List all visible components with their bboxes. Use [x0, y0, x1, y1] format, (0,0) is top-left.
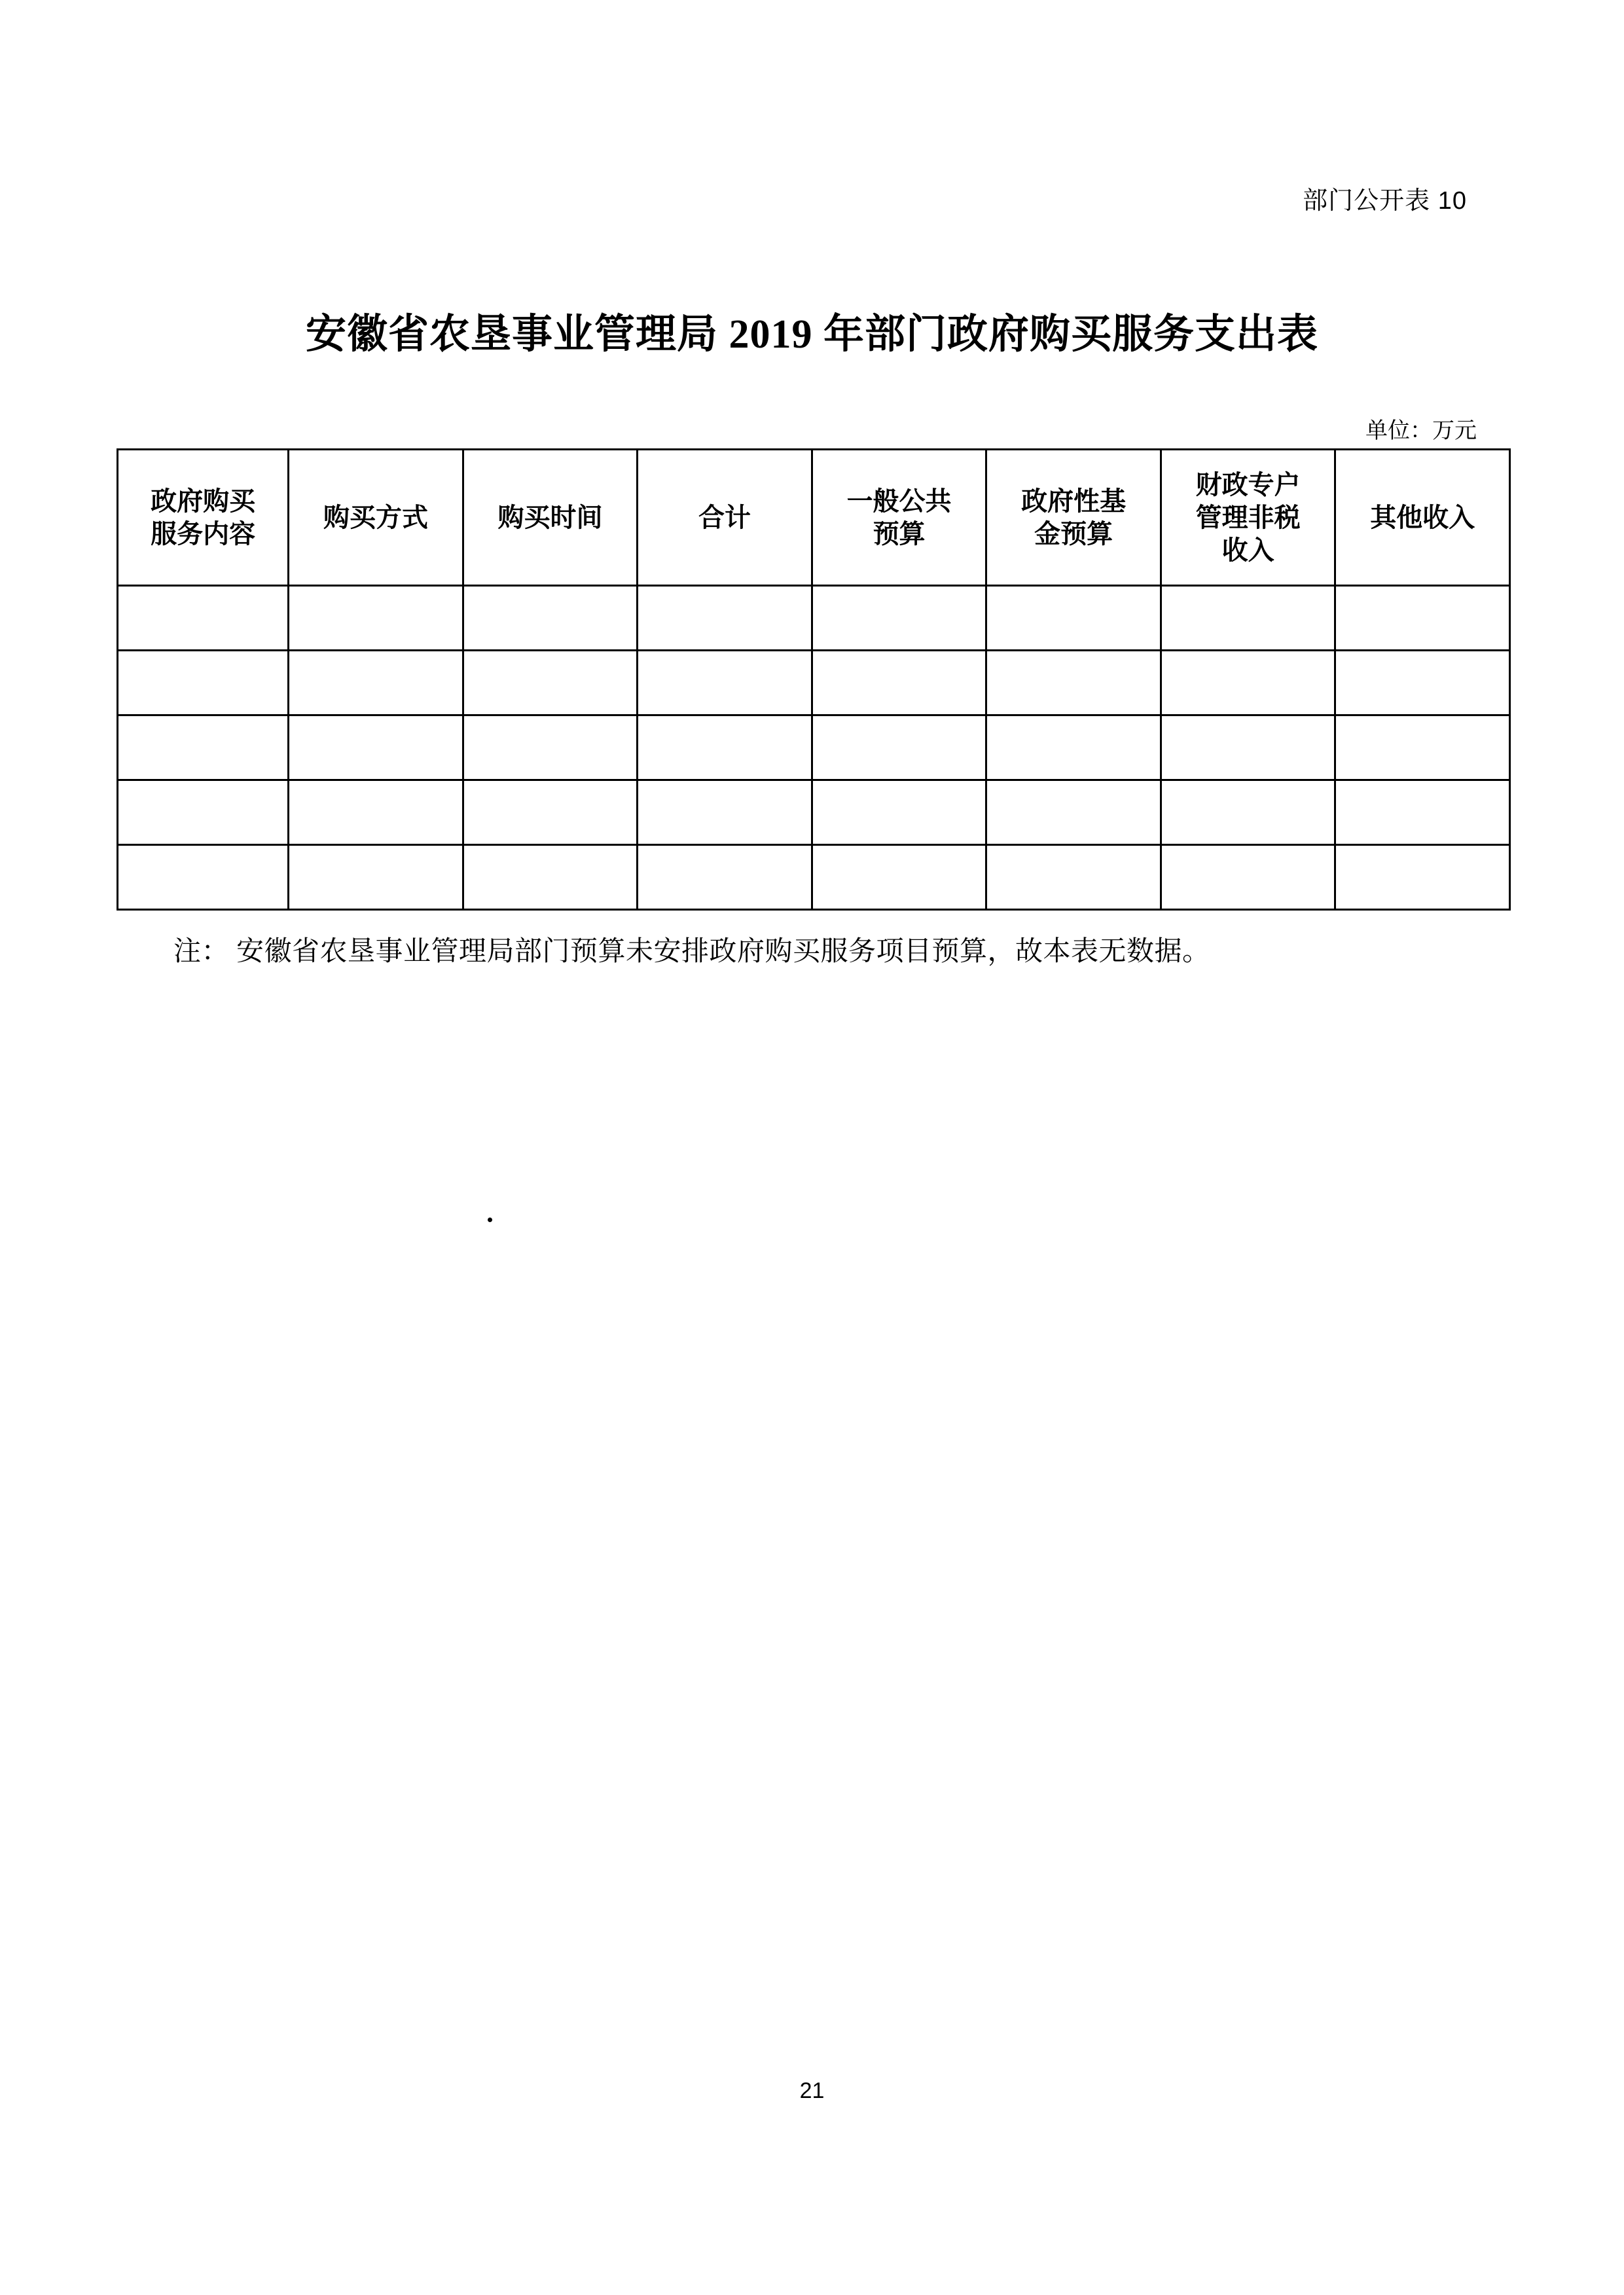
column-header-total — [638, 450, 812, 586]
table-cell — [463, 586, 638, 651]
table-cell — [1335, 780, 1510, 845]
table-cell — [812, 586, 986, 651]
table-cell — [812, 780, 986, 845]
table-cell — [638, 715, 812, 780]
column-header-government-fund-budget — [986, 450, 1161, 586]
budget-table-container — [117, 448, 1511, 911]
table-header-row — [118, 450, 1510, 586]
table-cell — [1335, 586, 1510, 651]
table-cell — [812, 715, 986, 780]
table-cell — [638, 586, 812, 651]
header-line: 其他收入 — [1370, 502, 1475, 532]
table-cell — [463, 780, 638, 845]
header-line: 购买方式 — [323, 502, 428, 532]
header-line: 收入 — [1221, 535, 1274, 565]
table-cell — [1161, 586, 1335, 651]
header-line: 财政专户 — [1195, 469, 1301, 499]
table-cell — [118, 780, 289, 845]
table-cell — [1161, 780, 1335, 845]
column-header-special-account-nontax-income — [1161, 450, 1335, 586]
table-cell — [812, 845, 986, 910]
table-cell — [1335, 845, 1510, 910]
table-cell — [986, 651, 1161, 715]
table-cell — [118, 586, 289, 651]
table-cell — [118, 845, 289, 910]
table-row — [118, 715, 1510, 780]
table-cell — [289, 780, 463, 845]
page-number: 21 — [799, 2078, 825, 2103]
table-row — [118, 586, 1510, 651]
header-line: 政府性基 — [1021, 486, 1127, 516]
table-row — [118, 780, 1510, 845]
table-footnote: 注： 安徽省农垦事业管理局部门预算未安排政府购买服务项目预算，故本表无数据。 — [173, 937, 1210, 967]
table-cell — [986, 586, 1161, 651]
table-cell — [118, 651, 289, 715]
table-cell — [638, 651, 812, 715]
table-cell — [463, 845, 638, 910]
table-cell — [1335, 715, 1510, 780]
table-cell — [118, 715, 289, 780]
table-cell — [986, 780, 1161, 845]
table-cell — [638, 780, 812, 845]
table-cell — [289, 586, 463, 651]
table-cell — [812, 651, 986, 715]
table-cell — [463, 651, 638, 715]
table-cell — [463, 715, 638, 780]
header-line: 合计 — [698, 502, 751, 532]
header-line: 管理非税 — [1195, 502, 1301, 532]
table-row — [118, 651, 1510, 715]
table-cell — [289, 715, 463, 780]
header-line: 政府购买 — [151, 486, 256, 516]
header-line: 购买时间 — [497, 502, 603, 532]
table-cell — [638, 845, 812, 910]
page-title: 安徽省农垦事业管理局 2019 年部门政府购买服务支出表 — [305, 312, 1318, 357]
header-line: 服务内容 — [151, 518, 256, 549]
table-row — [118, 845, 1510, 910]
stray-mark — [488, 1218, 492, 1222]
table-cell — [289, 651, 463, 715]
column-header-purchase-time — [463, 450, 638, 586]
column-header-other-income — [1335, 450, 1510, 586]
column-header-service-content — [118, 450, 289, 586]
column-header-general-public-budget — [812, 450, 986, 586]
table-cell — [1161, 651, 1335, 715]
header-line: 预算 — [873, 518, 926, 549]
column-header-purchase-method — [289, 450, 463, 586]
table-cell — [986, 845, 1161, 910]
government-purchase-service-table — [117, 448, 1511, 911]
unit-note: 单位：万元 — [1365, 418, 1477, 443]
header-tag: 部门公开表 10 — [1303, 187, 1467, 215]
table-cell — [986, 715, 1161, 780]
table-body — [118, 586, 1510, 910]
header-line: 一般公共 — [846, 486, 952, 516]
table-cell — [1161, 715, 1335, 780]
header-line: 金预算 — [1034, 518, 1113, 549]
table-cell — [289, 845, 463, 910]
table-cell — [1335, 651, 1510, 715]
table-cell — [1161, 845, 1335, 910]
